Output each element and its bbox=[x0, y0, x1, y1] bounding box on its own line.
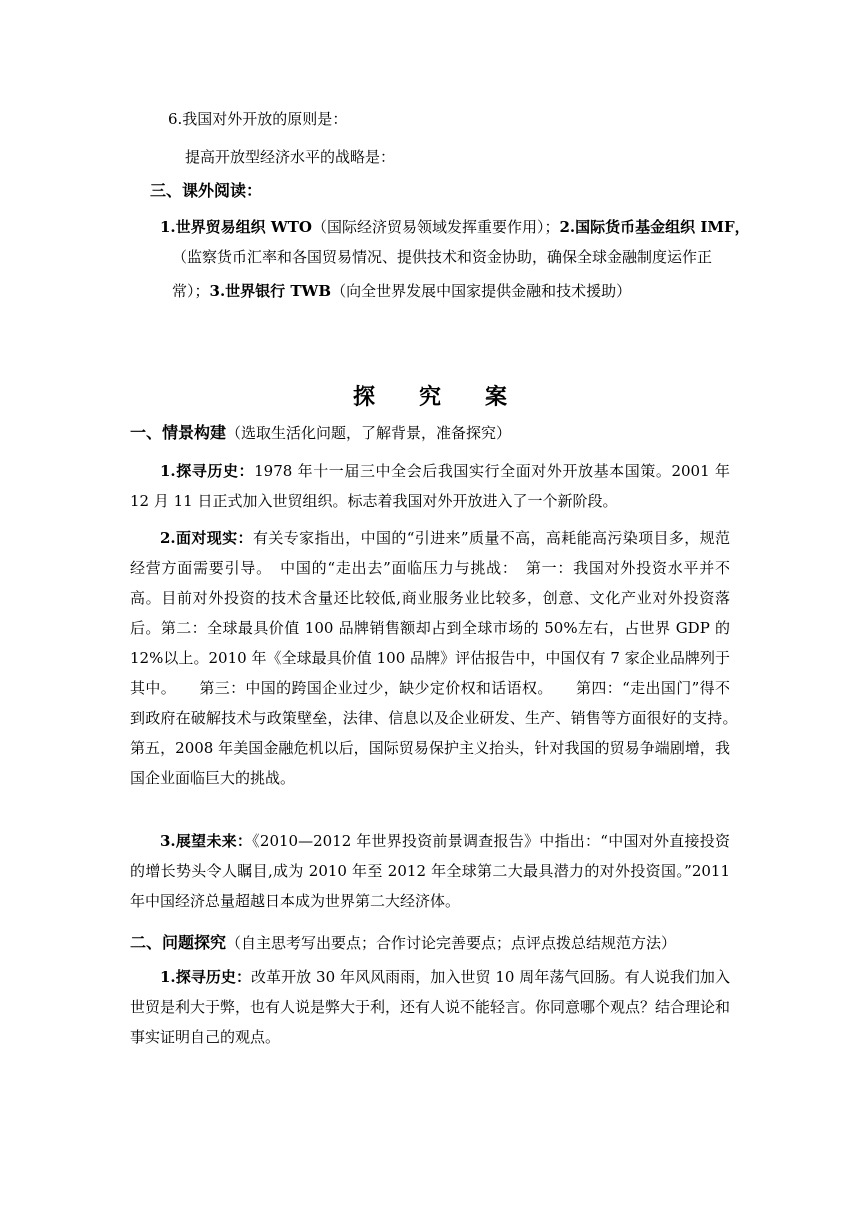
section1-p2-label: 2.面对现实： bbox=[160, 529, 253, 547]
section2-heading-line bbox=[130, 928, 730, 958]
reading-item2-cont: 常）； bbox=[172, 282, 210, 300]
section1-subtitle: （选取生活化问题，了解背景，准备探究） bbox=[226, 424, 512, 442]
section1-p3-label: 3.展望未来： bbox=[160, 832, 253, 850]
section2-paragraph-1 bbox=[130, 962, 730, 1052]
reading-item2-text: （监察货币汇率和各国贸易情况、提供技术和资金协助，确保全球金融制度运作正 bbox=[172, 248, 713, 266]
section1-p1-label: 1.探寻历史： bbox=[160, 462, 255, 480]
section2-subtitle: （自主思考写出要点；合作讨论完善要点；点评点拨总结规范方法） bbox=[226, 934, 677, 952]
reading-item-3 bbox=[172, 276, 732, 306]
section1-paragraph-2 bbox=[130, 523, 761, 793]
question-6-principle: 6.我国对外开放的原则是： bbox=[168, 110, 348, 128]
section2-heading: 二、问题探究 bbox=[130, 933, 227, 952]
section1-paragraph-3 bbox=[130, 826, 730, 916]
section2-p1-label: 1.探寻历史： bbox=[160, 968, 251, 986]
section1-p3-text: 《2010—2012 年世界投资前景调查报告》中指出：“中国对外直接投资的增长势头令人瞩目,成为 2010 年至 2012 年全球第二大最具潜力的对外投资国。”2011 年中国经济总量超越日本成为世界第二大经济体。 bbox=[130, 832, 730, 910]
page-title bbox=[0, 380, 860, 411]
section2-p1-text: 改革开放 30 年风风雨雨，加入世贸 10 周年荡气回肠。有人说我们加入世贸是利大于弊，也有人说是弊大于利，还有人说不能轻言。你同意哪个观点？结合理论和事实证明自己的观点。 bbox=[130, 968, 731, 1046]
reading-item3-label: 3.世界银行 TWB bbox=[209, 282, 332, 300]
reading-item2-label: 2.国际货币基金组织 IMF， bbox=[559, 218, 750, 236]
reading-heading: 三、课外阅读： bbox=[150, 181, 263, 200]
section1-paragraph-1 bbox=[130, 456, 730, 516]
section1-p2-text: 有关专家指出，中国的“引进来”质量不高，高耗能高污染项目多，规范经营方面需要引导。 中国的“走出去”面临压力与挑战： 第一：我国对外投资水平并不高。目前对外投资的技术含量还比较低,商业服务业比较多，创意、文化产业对外投资落后。第二：全球最具价值 100 品牌销售额却占到全球市场的 50%左右，占世界 GDP 的 12%以上。2010 年《全球最具价值 100 品牌》评估报告中，中国仅有 7 家企业品牌列于其中。 第三：中国的跨国企业过少，缺少定价权和话语权。 第四：“走出国门”得不到政府在破解技术与政策壁垒，法律、信息以及企业研发、生产、销售等方面很好的支持。 第五，2008 年美国金融危机以后，国际贸易保护主义抬头，针对我国的贸易争端剧增，我国企业面临巨大的挑战。 bbox=[130, 529, 761, 787]
reading-item1-text: （国际经济贸易领域发挥重要作用）； bbox=[311, 218, 560, 236]
title-char-2: 究 bbox=[418, 385, 441, 410]
title-char-3: 案 bbox=[485, 385, 508, 410]
section1-p1-text: 1978 年十一届三中全会后我国实行全面对外开放基本国策。2001 年 12 月 11 日正式加入世贸组织。标志着我国对外开放进入了一个新阶段。 bbox=[130, 462, 730, 510]
reading-item1-label: 1.世界贸易组织 WTO bbox=[160, 218, 312, 236]
section1-heading: 一、情景构建 bbox=[130, 423, 227, 442]
reading-item3-text: （向全世界发展中国家提供金融和技术援助） bbox=[331, 282, 632, 300]
title-char-1: 探 bbox=[352, 385, 375, 410]
question-6-strategy: 提高开放型经济水平的战略是： bbox=[185, 148, 396, 166]
reading-item-1-2 bbox=[160, 212, 750, 242]
section1-heading-line bbox=[130, 418, 730, 448]
